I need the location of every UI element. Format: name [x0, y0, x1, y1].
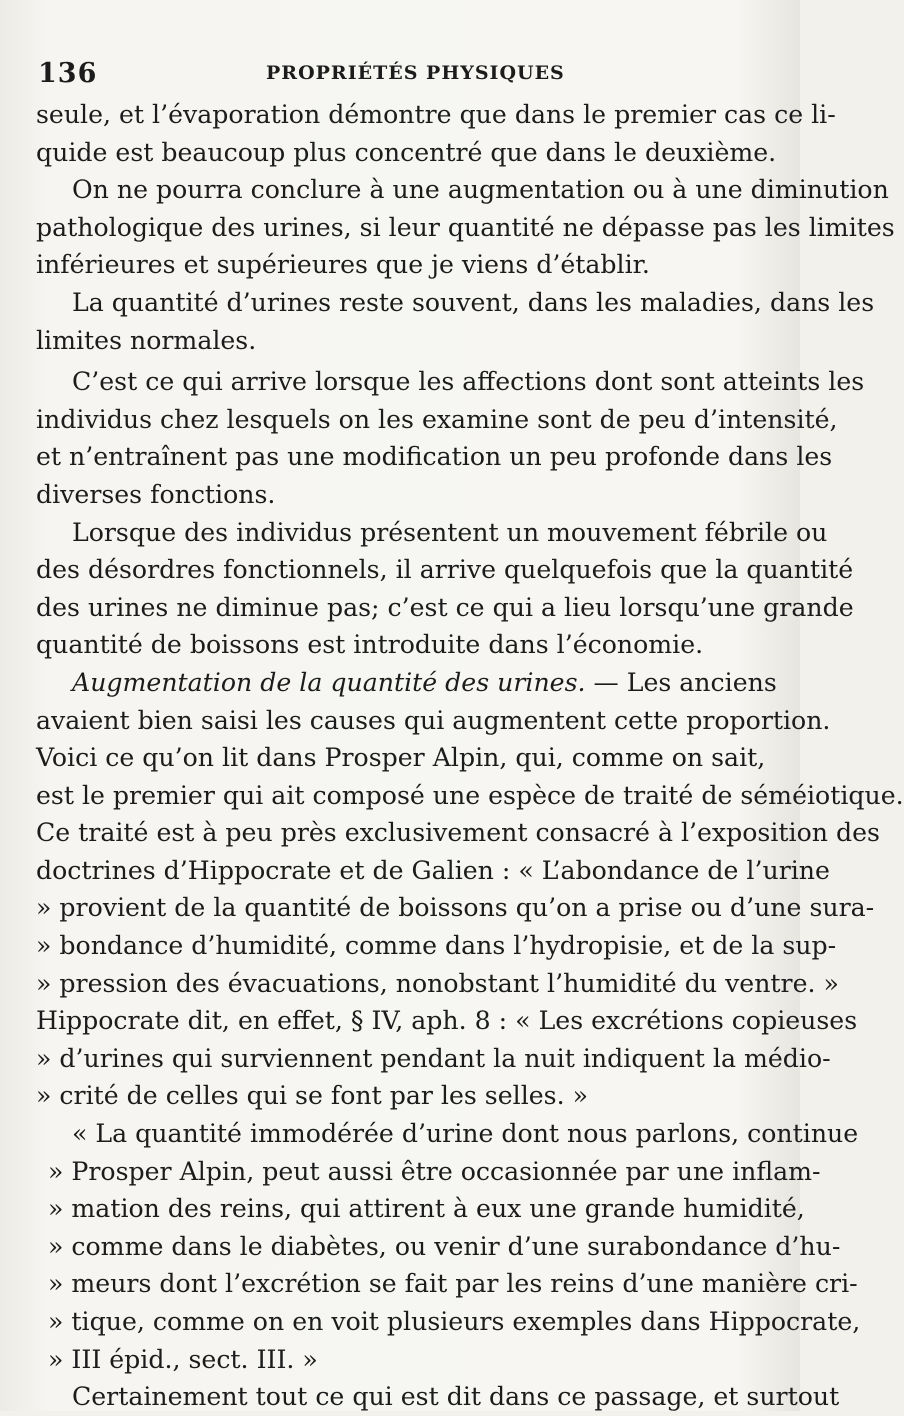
text-run: — Les anciens — [593, 667, 777, 697]
text-line: » crité de celles qui se font par les selles. » — [36, 1081, 589, 1111]
text-line: » tique, comme on en voit plusieurs exemples dans Hippocrate, — [48, 1307, 861, 1336]
text-line: Voici ce qu’on lit dans Prosper Alpin, qui, comme on sait, — [36, 743, 766, 773]
text-line: » meurs dont l’excrétion se fait par les reins d’une manière cri- — [48, 1269, 858, 1299]
text-line: C’est ce qui arrive lorsque les affections dont sont atteints les — [72, 367, 865, 397]
text-line: Lorsque des individus présentent un mouvement fébrile ou — [72, 517, 828, 547]
text-line: et n’entraînent pas une modification un peu profonde dans les — [36, 442, 833, 472]
text-line: Ce traité est à peu près exclusivement consacré à l’exposition des — [36, 818, 880, 848]
text-line: « La quantité immodérée d’urine dont nous parlons, continue — [72, 1119, 859, 1149]
running-head: PROPRIÉTÉS PHYSIQUES — [266, 62, 565, 84]
text-line: » Prosper Alpin, peut aussi être occasionnée par une inflam- — [48, 1156, 821, 1186]
text-line: » mation des reins, qui attirent à eux une grande humidité, — [48, 1194, 805, 1224]
text-line: La quantité d’urines reste souvent, dans les maladies, dans les — [72, 287, 875, 317]
text-line: » provient de la quantité de boissons qu’on a prise ou d’une sura- — [36, 893, 875, 923]
text-line: On ne pourra conclure à une augmentation ou à une diminution — [72, 175, 889, 205]
page-header — [36, 52, 764, 96]
body-text — [36, 96, 904, 1416]
text-line: » d’urines qui surviennent pendant la nuit indiquent la médio- — [36, 1043, 831, 1073]
page-number: 136 — [38, 58, 98, 89]
text-line: seule, et l’évaporation démontre que dans le premier cas ce li- — [36, 100, 836, 129]
text-line: quantité de boissons est introduite dans l’économie. — [36, 630, 704, 660]
text-line: inférieures et supérieures que je viens d’établir. — [36, 250, 650, 280]
text-line: » III épid., sect. III. » — [48, 1344, 318, 1374]
text-line: quide est beaucoup plus concentré que dans le deuxième. — [36, 137, 777, 167]
text-line: limites normales. — [36, 325, 257, 355]
text-line: est le premier qui ait composé une espèce de traité de séméiotique. — [36, 780, 904, 810]
text-line: Certainement tout ce qui est dit dans ce passage, et surtout — [72, 1382, 840, 1412]
text-line: » comme dans le diabètes, ou venir d’une surabondance d’hu- — [48, 1231, 841, 1261]
text-line: Hippocrate dit, en effet, § IV, aph. 8 : « Les excrétions copieuses — [36, 1006, 858, 1036]
text-line: des urines ne diminue pas; c’est ce qui a lieu lorsqu’une grande — [36, 592, 854, 622]
text-line: » bondance d’humidité, comme dans l’hydropisie, et de la sup- — [36, 931, 837, 961]
section-heading-line — [36, 664, 777, 702]
text-line: diverses fonctions. — [36, 479, 276, 509]
text-line: individus chez lesquels on les examine sont de peu d’intensité, — [36, 404, 838, 434]
text-line: » pression des évacuations, nonobstant l’humidité du ventre. » — [36, 968, 839, 998]
section-heading: Augmentation de la quantité des urines. — [72, 667, 586, 697]
text-line: des désordres fonctionnels, il arrive quelquefois que la quantité — [36, 555, 854, 585]
text-line: avaient bien saisi les causes qui augmentent cette proportion. — [36, 705, 831, 735]
text-line: doctrines d’Hippocrate et de Galien : « L’abondance de l’urine — [36, 855, 830, 885]
text-line: pathologique des urines, si leur quantité ne dépasse pas les limites — [36, 212, 895, 242]
